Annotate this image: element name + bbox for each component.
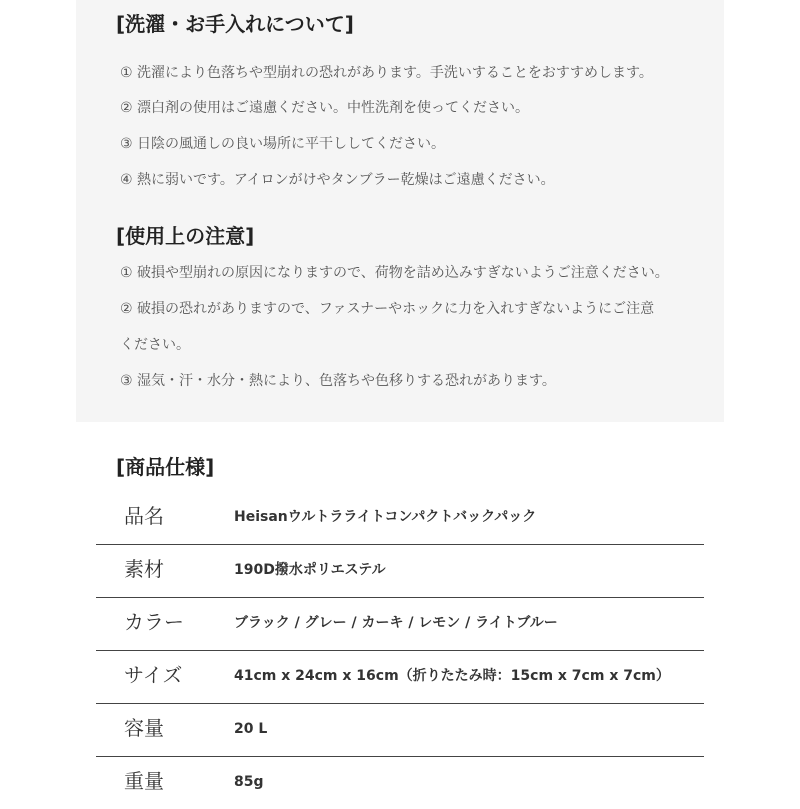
- caution-item-2-continued: ください。: [120, 337, 190, 353]
- caution-section-title: [使用上の注意]: [116, 224, 255, 248]
- care-item-4: ④ 熱に弱いです。アイロンがけやタンブラー乾燥はご遠慮ください。: [120, 172, 555, 188]
- spec-row-color: [96, 598, 704, 651]
- spec-row-capacity: [96, 704, 704, 757]
- spec-value: 20 L: [234, 721, 268, 737]
- care-item-3: ③ 日陰の風通しの良い場所に平干ししてください。: [120, 136, 445, 152]
- care-item-2: ② 漂白剤の使用はご遠慮ください。中性洗剤を使ってください。: [120, 100, 529, 116]
- spec-row-material: [96, 545, 704, 598]
- spec-value: Heisanウルトラライトコンパクトバックパック: [234, 509, 537, 525]
- spec-row-name: [96, 492, 704, 545]
- spec-row-weight: [96, 757, 704, 809]
- care-item-1: ① 洗濯により色落ちや型崩れの恐れがあります。手洗いすることをおすすめします。: [120, 65, 653, 81]
- spec-value: 190D撥水ポリエステル: [234, 562, 386, 578]
- spec-row-size: [96, 651, 704, 704]
- caution-item-1: ① 破損や型崩れの原因になりますので、荷物を詰め込みすぎないようご注意ください。: [120, 265, 669, 281]
- spec-value: 85g: [234, 774, 264, 790]
- spec-label: カラー: [124, 610, 184, 634]
- spec-label: 容量: [124, 716, 164, 740]
- care-section-title: [洗濯・お手入れについて]: [116, 12, 354, 36]
- spec-label: 重量: [124, 769, 164, 793]
- caution-item-3: ③ 湿気・汗・水分・熱により、色落ちや色移りする恐れがあります。: [120, 373, 556, 389]
- spec-label: 素材: [124, 557, 164, 581]
- spec-table: [96, 492, 704, 809]
- caution-item-2: ② 破損の恐れがありますので、ファスナーやホックに力を入れすぎないようにご注意: [120, 301, 655, 317]
- spec-label: 品名: [124, 504, 164, 528]
- spec-value: 41cm x 24cm x 16cm（折りたたみ時：15cm x 7cm x 7cm）: [234, 668, 670, 684]
- spec-section-title: [商品仕様]: [116, 455, 215, 479]
- spec-label: サイズ: [124, 663, 183, 687]
- spec-value: ブラック / グレー / カーキ / レモン / ライトブルー: [234, 615, 558, 631]
